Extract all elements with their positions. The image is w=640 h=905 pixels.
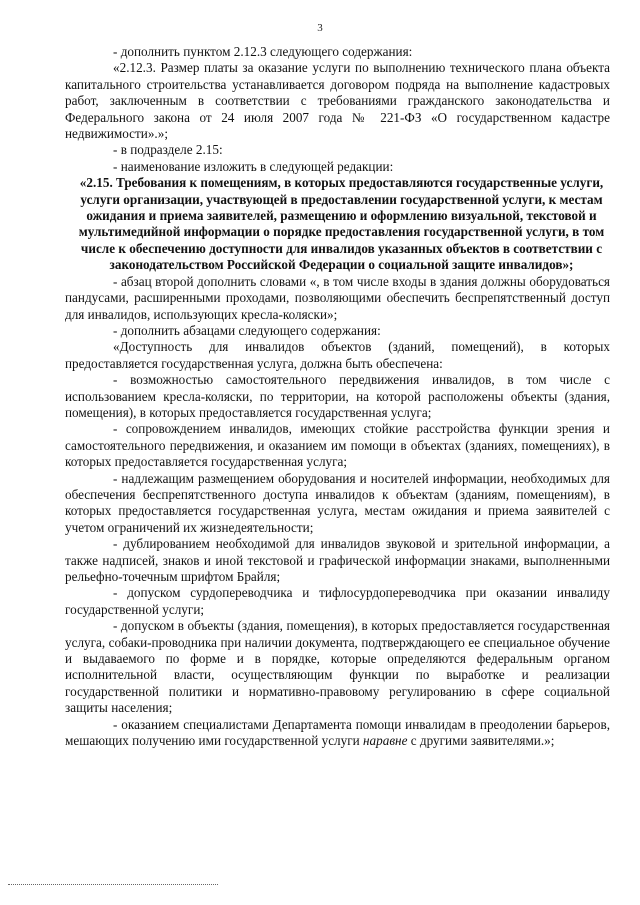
footer-divider (8, 884, 218, 885)
italic-word: наравне (363, 733, 408, 749)
paragraph: - в подразделе 2.15: (113, 142, 223, 158)
paragraph: - допуском сурдопереводчика и тифлосурдопереводчика при оказании инвалиду государственной услуги; (65, 585, 610, 617)
last-paragraph-end: с другими заявителями.»; (407, 733, 555, 749)
paragraph: - дублированием необходимой для инвалидов звуковой и зрительной информации, а также надписей, знаков и иной текстовой и графической информации знаками, выполненными рельефно-точечным шрифтом Брайля; (65, 536, 610, 584)
paragraph: - возможностью самостоятельного передвижения инвалидов, в том числе с использованием кресла-коляски, по территории, на которой расположены объекты (здания, помещения), в которых предоставляется государственная услуга; (65, 372, 610, 420)
paragraph: «2.12.3. Размер платы за оказание услуги по выполнению технического плана объекта капитального строительства устанавливается договором подряда на выполнение кадастровых работ, заключенным в соответствии с требованиями гражданского законодательства и Федерального закона от 24 июля 2007 года № 221-ФЗ «О государственном кадастре недвижимости».»; (65, 60, 610, 142)
paragraph: - сопровождением инвалидов, имеющих стойкие расстройства функции зрения и самостоятельного передвижения, и оказанием им помощи в объектах (зданиях, помещениях), в которых предоставляется государственная услуга; (65, 421, 610, 470)
paragraph: - наименование изложить в следующей редакции: (113, 158, 394, 174)
paragraph-last (65, 717, 610, 750)
paragraph: - абзац второй дополнить словами «, в том числе входы в здания должны оборудоваться пандусами, расширенными проходами, позволяющими обеспечить беспрепятственный доступ для инвалидов, использующих кресла-коляски»; (65, 273, 610, 322)
paragraph: - надлежащим размещением оборудования и носителей информации, необходимых для обеспечения беспрепятственного доступа инвалидов к объектам (зданиям, помещениям), в которых предоставляется государственная услуга, местам ожидания и приема заявителей с учетом ограничений их жизнедеятельности; (65, 470, 610, 535)
document-body (65, 44, 610, 749)
paragraph: «Доступность для инвалидов объектов (зданий, помещений), в которых предоставляется государственная услуга, должна быть обеспечена: (65, 339, 610, 371)
section-heading: «2.15. Требования к помещениям, в которых предоставляются государственные услуги, услуги организации, участвующей в предоставлении государственной услуги, к местам ожидания и приема заявителей, размещению и оформлению визуальной, текстовой и мультимедийной информации о порядке предоставления государственной услуги, в том числе к обеспечению доступности для инвалидов указанных объектов в соответствии с законодательством Российской Федерации о социальной защите инвалидов»; (78, 175, 605, 273)
paragraph: - дополнить абзацами следующего содержания: (113, 322, 381, 338)
last-paragraph-text: - оказанием специалистами Департамента помощи инвалидам в преодолении барьеров, мешающих получению ими государственной услуги (65, 716, 610, 749)
paragraph: - допуском в объекты (здания, помещения), в которых предоставляется государственная услуга, собаки-проводника при наличии документа, подтверждающего ее специальное обучение и выдаваемого по форме и в порядке, которые определяются федеральным органом исполнительной власти, осуществляющим функции по выработке и реализации государственной политики и нормативно-правовому регулированию в сфере социальной защиты населения; (65, 618, 610, 716)
page-number: 3 (317, 22, 323, 34)
paragraph: - дополнить пунктом 2.12.3 следующего содержания: (113, 44, 413, 59)
